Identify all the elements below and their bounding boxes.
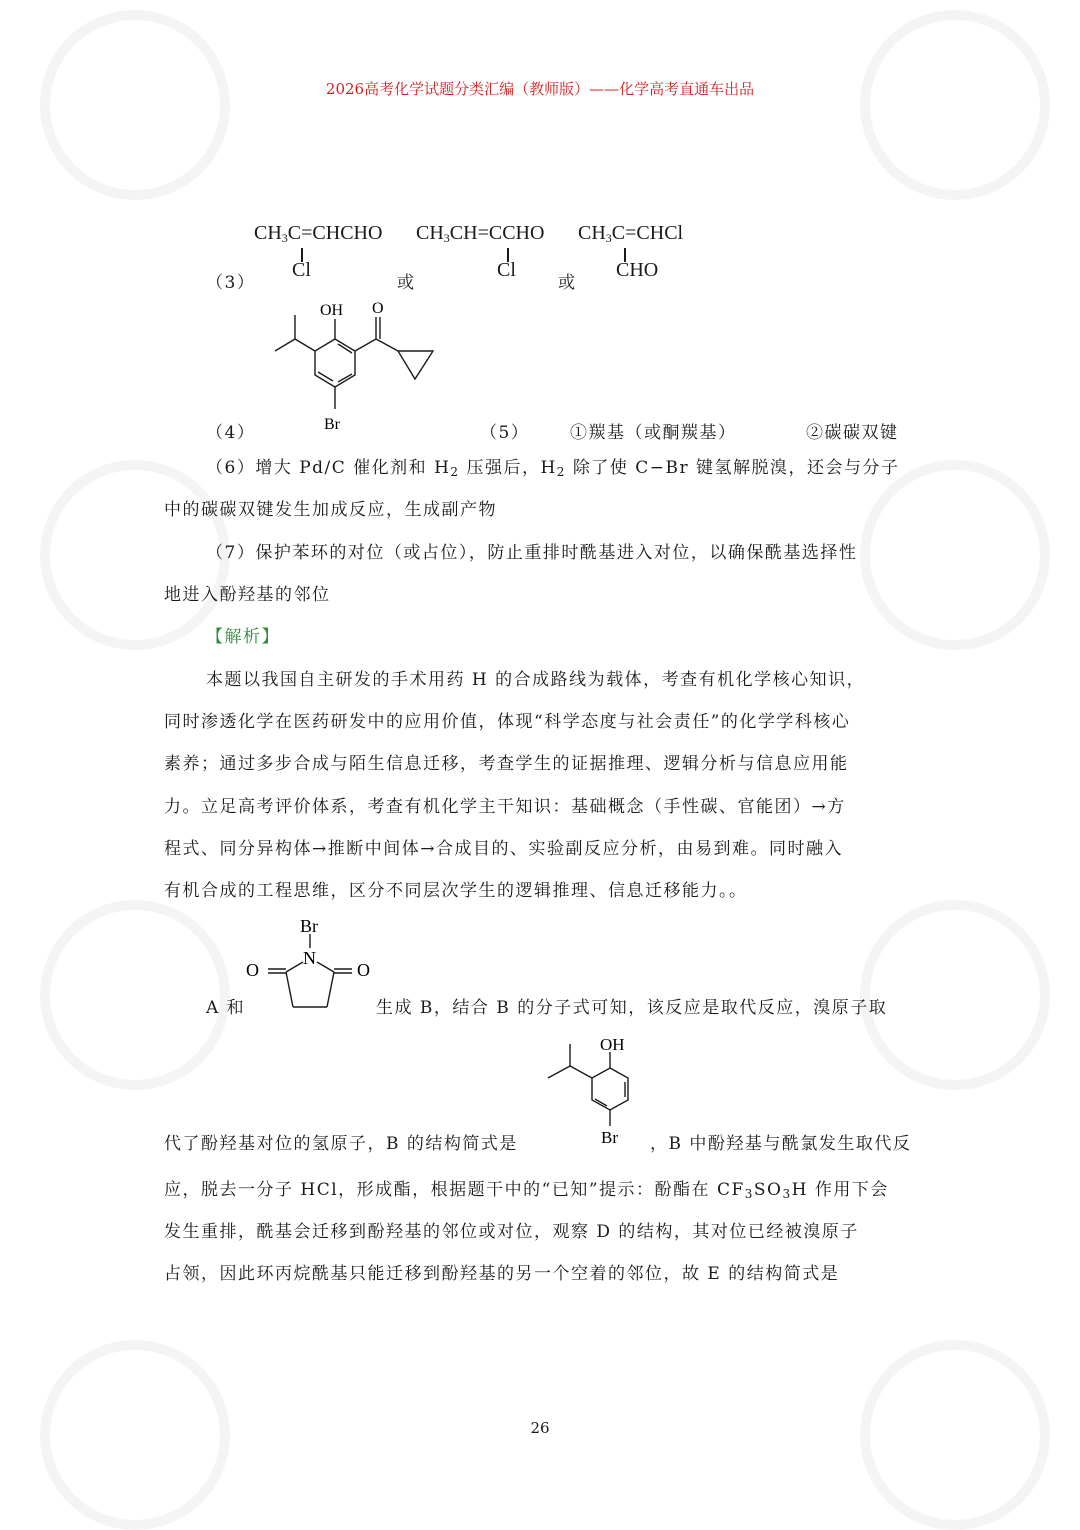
watermark [40,460,230,650]
q3-formula-1-main: $CH_3C=CHCHO$ [254,222,383,245]
q5-label: （5） [480,423,530,443]
paragraph1-line-6: 有机合成的工程思维，区分不同层次学生的逻辑推理、信息迁移能力。。 [164,881,748,901]
q3-formula-2-main: $CH_3CH=CCHO$ [416,222,545,245]
nbs-prefix: A 和 [206,998,246,1018]
nbs-suffix: 生成 B，结合 B 的分子式可知，该反应是取代反应，溴原子取 [376,998,888,1018]
q4-structure [245,295,445,435]
q3-label: （3） [206,273,256,293]
q3-or-2: 或 [558,273,577,293]
paragraph1-line-1: 本题以我国自主研发的手术用药 H 的合成路线为载体，考查有机化学核心知识， [206,670,866,690]
q5-answer-2: ②碳碳双键 [806,423,899,443]
q3-formula-3-main: $CH_3C=CHCl$ [578,222,684,245]
paragraph1-line-4: 力。立足高考评价体系，考查有机化学主干知识：基础概念（手性碳、官能团）→方 [164,797,846,817]
b-line-prefix: 代了酚羟基对位的氢原子，B 的结构简式是 [164,1134,518,1154]
q5-answer-1: ①羰基（或酮羰基） [570,423,737,443]
q7-line-2: 地进入酚羟基的邻位 [164,585,331,605]
paragraph1-line-5: 程式、同分异构体→推断中间体→合成目的、实验副反应分析，由易到难。同时融入 [164,839,843,859]
q6-line-1: （6）增大 Pd/C 催化剂和 $H_2$ 压强后，$H_2$ 除了使 C−Br 键氢解脱溴，还会与分子 [206,458,900,479]
watermark [860,10,1050,200]
q3-formula-1-sub: Cl [292,259,311,281]
q3-formula-3-sub: CHO [616,259,659,281]
nbs-structure [240,912,380,1042]
b-atom-oh: OH [600,1035,625,1054]
watermark [40,10,230,200]
page-number: 26 [530,1419,550,1437]
analysis-title: 【解析】 [206,627,280,647]
q4-label: （4） [206,423,256,443]
q4-atom-br: Br [324,416,340,433]
q7-line-1: （7）保护苯环的对位（或占位），防止重排时酰基进入对位，以确保酰基选择性 [206,543,858,563]
b-structure [540,1030,650,1150]
watermark [40,900,230,1090]
nbs-atom-o-left: O [246,960,259,980]
page-header: 2026高考化学试题分类汇编（教师版）——化学高考直通车出品 [325,80,755,98]
q4-atom-oh: OH [320,302,344,319]
watermark [860,900,1050,1090]
q3-or-1: 或 [397,273,416,293]
paragraph1-line-3: 素养；通过多步合成与陌生信息迁移，考查学生的证据推理、逻辑分析与信息应用能 [164,754,849,774]
nbs-atom-n: N [303,948,316,968]
paragraph2-line-2: 发生重排，酰基会迁移到酚羟基的邻位或对位，观察 D 的结构，其对位已经被溴原子 [164,1222,859,1242]
q4-atom-o: O [372,300,384,317]
q3-formula-2-sub: Cl [497,259,516,281]
paragraph2-line-1: 应，脱去一分子 HCl，形成酯，根据题干中的“已知”提示：酚酯在 $CF_3SO_3H$ 作用下会 [164,1180,889,1201]
q6-line-2: 中的碳碳双键发生加成反应，生成副产物 [164,500,497,520]
b-line-suffix: ，B 中酚羟基与酰氯发生取代反 [650,1134,912,1154]
nbs-atom-o-right: O [357,960,370,980]
paragraph2-line-3: 占领，因此环丙烷酰基只能迁移到酚羟基的另一个空着的邻位，故 E 的结构简式是 [164,1264,840,1284]
watermark [860,460,1050,650]
nbs-atom-br: Br [300,916,318,936]
b-atom-br: Br [601,1128,618,1147]
paragraph1-line-2: 同时渗透化学在医药研发中的应用价值，体现“科学态度与社会责任”的化学学科核心 [164,712,851,732]
